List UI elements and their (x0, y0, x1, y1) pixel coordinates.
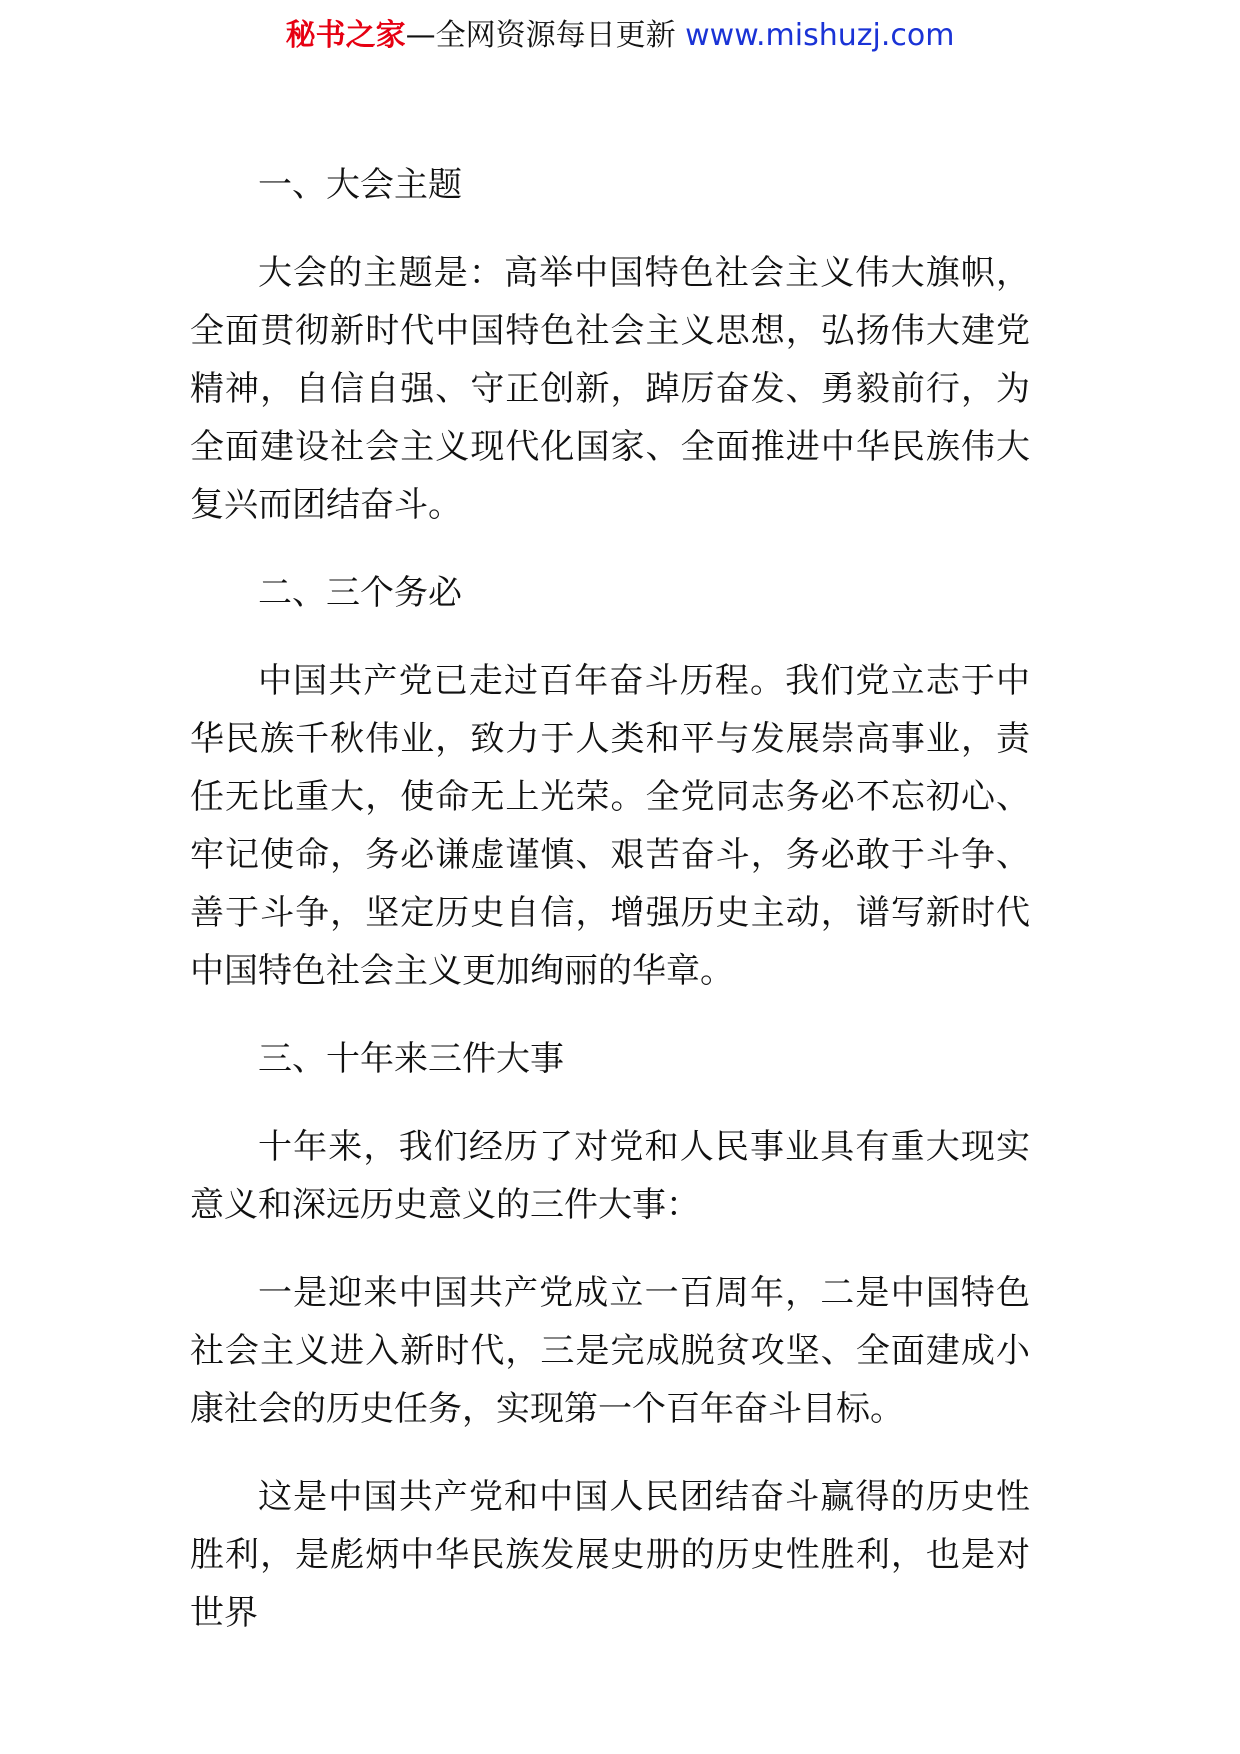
paragraph: 中国共产党已走过百年奋斗历程。我们党立志于中华民族千秋伟业，致力于人类和平与发展崇高事业，责任无比重大，使命无上光荣。全党同志务必不忘初心、牢记使命，务必谦虚谨慎、艰苦奋斗，务必敢于斗争、善于斗争，坚定历史自信，增强历史主动，谱写新时代中国特色社会主义更加绚丽的华章。 (190, 661, 1030, 991)
watermark-tagline: —全网资源每日更新 (405, 18, 686, 53)
document-body (190, 156, 1030, 1672)
watermark-brand: 秘书之家 (285, 18, 406, 53)
paragraph: 一是迎来中国共产党成立一百周年，二是中国特色社会主义进入新时代，三是完成脱贫攻坚、全面建成小康社会的历史任务，实现第一个百年奋斗目标。 (190, 1273, 1030, 1429)
section-heading: 三、十年来三件大事 (258, 1039, 564, 1079)
header-watermark (0, 14, 1240, 58)
section-heading: 二、三个务必 (258, 573, 462, 613)
paragraph: 大会的主题是：高举中国特色社会主义伟大旗帜，全面贯彻新时代中国特色社会主义思想，弘扬伟大建党精神，自信自强、守正创新，踔厉奋发、勇毅前行，为全面建设社会主义现代化国家、全面推进中华民族伟大复兴而团结奋斗。 (190, 253, 1030, 525)
watermark-url-link[interactable]: www.mishuzj.com (685, 18, 955, 53)
section-heading: 一、大会主题 (258, 165, 462, 205)
paragraph: 这是中国共产党和中国人民团结奋斗赢得的历史性胜利，是彪炳中华民族发展史册的历史性胜利，也是对世界 (190, 1477, 1030, 1633)
paragraph: 十年来，我们经历了对党和人民事业具有重大现实意义和深远历史意义的三件大事： (190, 1127, 1030, 1225)
